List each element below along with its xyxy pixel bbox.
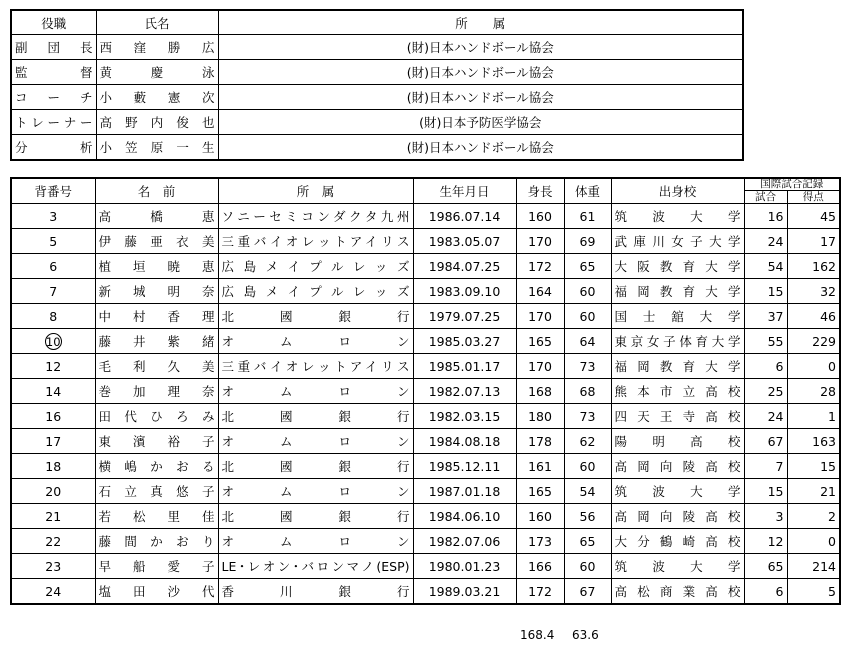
player-row: [11, 204, 840, 229]
player-goals: 28: [787, 379, 840, 404]
player-row: [11, 529, 840, 554]
player-school: 東京女子体育大学: [611, 329, 744, 354]
player-weight: 64: [564, 329, 611, 354]
player-number: [11, 229, 95, 254]
player-name: 伊藤亜衣美: [95, 229, 218, 254]
player-row: [11, 479, 840, 504]
staff-name: 小笠原一生: [96, 135, 218, 161]
player-name: 植垣暁恵: [95, 254, 218, 279]
player-goals: 5: [787, 579, 840, 605]
player-weight: 67: [564, 579, 611, 605]
player-birthdate: 1986.07.14: [413, 204, 516, 229]
staff-header-affiliation: 所 属: [218, 10, 743, 35]
staff-row: [11, 135, 743, 161]
staff-name: 小藪憲次: [96, 85, 218, 110]
player-weight: 73: [564, 404, 611, 429]
player-weight: 60: [564, 454, 611, 479]
player-school: 筑波大学: [611, 479, 744, 504]
header-weight: 体重: [564, 178, 611, 204]
player-birthdate: 1985.01.17: [413, 354, 516, 379]
player-name: 高橋恵: [95, 204, 218, 229]
staff-row: [11, 85, 743, 110]
player-row: [11, 354, 840, 379]
player-height: 166: [516, 554, 564, 579]
player-school: 高岡向陵高校: [611, 454, 744, 479]
player-height: 168: [516, 379, 564, 404]
player-number-value: 14: [45, 383, 62, 399]
player-club: 三重バイオレットアイリス: [218, 229, 413, 254]
player-games: 37: [744, 304, 787, 329]
player-goals: 45: [787, 204, 840, 229]
player-club: LE･レオン･バロンマノ(ESP): [218, 554, 413, 579]
player-number: [11, 554, 95, 579]
staff-row: [11, 35, 743, 60]
staff-affiliation: (財)日本ハンドボール協会: [218, 35, 743, 60]
staff-name: 高野内俊也: [96, 110, 218, 135]
player-goals: 2: [787, 504, 840, 529]
player-goals: 229: [787, 329, 840, 354]
staff-header-name: 氏名: [96, 10, 218, 35]
player-club: 三重バイオレットアイリス: [218, 354, 413, 379]
player-club: 北國銀行: [218, 454, 413, 479]
player-club: 北國銀行: [218, 504, 413, 529]
player-weight: 60: [564, 554, 611, 579]
player-row: [11, 554, 840, 579]
player-games: 12: [744, 529, 787, 554]
player-number: [11, 254, 95, 279]
player-number-value: 12: [45, 358, 62, 374]
player-games: 15: [744, 479, 787, 504]
staff-header-row: [11, 10, 743, 35]
staff-table: [10, 9, 744, 161]
player-number-value: 17: [45, 433, 62, 449]
player-number-value: 3: [49, 208, 58, 224]
player-row: [11, 379, 840, 404]
player-birthdate: 1984.06.10: [413, 504, 516, 529]
player-row: [11, 329, 840, 354]
player-row: [11, 429, 840, 454]
player-games: 54: [744, 254, 787, 279]
player-number: [11, 404, 95, 429]
player-name: 中村香理: [95, 304, 218, 329]
player-name: 田代ひろみ: [95, 404, 218, 429]
staff-affiliation: (財)日本ハンドボール協会: [218, 85, 743, 110]
player-row: [11, 279, 840, 304]
player-goals: 162: [787, 254, 840, 279]
player-games: 6: [744, 354, 787, 379]
player-games: 6: [744, 579, 787, 605]
player-birthdate: 1989.03.21: [413, 579, 516, 605]
player-goals: 0: [787, 529, 840, 554]
player-row: [11, 404, 840, 429]
player-goals: 32: [787, 279, 840, 304]
player-number: [11, 479, 95, 504]
player-number: [11, 204, 95, 229]
player-number-value: 18: [45, 458, 62, 474]
player-birthdate: 1985.03.27: [413, 329, 516, 354]
player-weight: 60: [564, 304, 611, 329]
player-height: 170: [516, 304, 564, 329]
player-height: 170: [516, 354, 564, 379]
header-birthdate: 生年月日: [413, 178, 516, 204]
player-games: 24: [744, 404, 787, 429]
average-height: 168.4: [520, 628, 555, 642]
staff-role: トレーナー: [11, 110, 96, 135]
player-height: 173: [516, 529, 564, 554]
player-height: 170: [516, 229, 564, 254]
player-school: 国士舘大学: [611, 304, 744, 329]
player-name: 塩田沙代: [95, 579, 218, 605]
player-birthdate: 1984.07.25: [413, 254, 516, 279]
player-height: 165: [516, 479, 564, 504]
player-birthdate: 1982.03.15: [413, 404, 516, 429]
player-row: [11, 579, 840, 605]
player-club: ソニーセミコンダクタ九州: [218, 204, 413, 229]
player-number-value: 8: [49, 308, 58, 324]
staff-affiliation: (財)日本ハンドボール協会: [218, 60, 743, 85]
player-school: 四天王寺高校: [611, 404, 744, 429]
player-weight: 65: [564, 529, 611, 554]
player-goals: 17: [787, 229, 840, 254]
player-height: 180: [516, 404, 564, 429]
player-name: 藤間かおり: [95, 529, 218, 554]
player-birthdate: 1985.12.11: [413, 454, 516, 479]
player-number: [11, 454, 95, 479]
player-goals: 15: [787, 454, 840, 479]
header-club: 所 属: [218, 178, 413, 204]
player-weight: 61: [564, 204, 611, 229]
player-number-value: 24: [45, 583, 62, 599]
staff-name: 西窪勝広: [96, 35, 218, 60]
player-weight: 65: [564, 254, 611, 279]
player-club: オムロン: [218, 529, 413, 554]
player-school: 熊本市立高校: [611, 379, 744, 404]
player-table: [10, 177, 841, 605]
staff-row: [11, 60, 743, 85]
player-name: 早船愛子: [95, 554, 218, 579]
player-games: 25: [744, 379, 787, 404]
player-row: [11, 254, 840, 279]
header-games: 試合: [744, 191, 787, 204]
player-number: [11, 429, 95, 454]
player-weight: 62: [564, 429, 611, 454]
player-school: 武庫川女子大学: [611, 229, 744, 254]
staff-role: コーチ: [11, 85, 96, 110]
player-name: 巻加理奈: [95, 379, 218, 404]
player-height: 160: [516, 504, 564, 529]
player-number: [11, 529, 95, 554]
player-games: 7: [744, 454, 787, 479]
player-games: 55: [744, 329, 787, 354]
player-school: 陽明高校: [611, 429, 744, 454]
player-number-value: 23: [45, 558, 62, 574]
player-height: 172: [516, 254, 564, 279]
staff-affiliation: (財)日本予防医学協会: [218, 110, 743, 135]
player-height: 172: [516, 579, 564, 605]
player-name: 東濱裕子: [95, 429, 218, 454]
player-row: [11, 454, 840, 479]
player-header-row: [11, 178, 840, 191]
player-birthdate: 1982.07.06: [413, 529, 516, 554]
player-club: 北國銀行: [218, 404, 413, 429]
player-games: 16: [744, 204, 787, 229]
player-number: [11, 379, 95, 404]
player-birthdate: 1983.05.07: [413, 229, 516, 254]
player-club: オムロン: [218, 429, 413, 454]
header-goals: 得点: [787, 191, 840, 204]
header-height: 身長: [516, 178, 564, 204]
player-games: 3: [744, 504, 787, 529]
player-goals: 21: [787, 479, 840, 504]
player-number: [11, 354, 95, 379]
player-games: 65: [744, 554, 787, 579]
player-birthdate: 1984.08.18: [413, 429, 516, 454]
player-school: 福岡教育大学: [611, 354, 744, 379]
player-birthdate: 1983.09.10: [413, 279, 516, 304]
player-club: オムロン: [218, 479, 413, 504]
player-club: 香川銀行: [218, 579, 413, 605]
player-height: 178: [516, 429, 564, 454]
player-height: 164: [516, 279, 564, 304]
player-games: 67: [744, 429, 787, 454]
player-school: 筑波大学: [611, 204, 744, 229]
player-name: 横嶋かおる: [95, 454, 218, 479]
player-school: 大分鶴崎高校: [611, 529, 744, 554]
captain-number: 10: [45, 334, 61, 349]
player-school: 大阪教育大学: [611, 254, 744, 279]
player-name: 石立真悠子: [95, 479, 218, 504]
player-birthdate: 1982.07.13: [413, 379, 516, 404]
player-club: オムロン: [218, 379, 413, 404]
player-birthdate: 1987.01.18: [413, 479, 516, 504]
player-height: 165: [516, 329, 564, 354]
average-weight: 63.6: [572, 628, 599, 642]
staff-header-role: 役職: [11, 10, 96, 35]
player-club: 広島メイプルレッズ: [218, 279, 413, 304]
staff-role: 分析: [11, 135, 96, 161]
player-number-value: 5: [49, 233, 58, 249]
staff-name: 黄慶泳: [96, 60, 218, 85]
player-number: [11, 504, 95, 529]
player-school: 高岡向陵高校: [611, 504, 744, 529]
player-school: 高松商業高校: [611, 579, 744, 605]
player-name: 新城明奈: [95, 279, 218, 304]
player-weight: 69: [564, 229, 611, 254]
player-name: 毛利久美: [95, 354, 218, 379]
player-number: [11, 279, 95, 304]
player-number-value: 16: [45, 408, 62, 424]
player-goals: 46: [787, 304, 840, 329]
player-games: 15: [744, 279, 787, 304]
player-games: 24: [744, 229, 787, 254]
player-school: 福岡教育大学: [611, 279, 744, 304]
staff-affiliation: (財)日本ハンドボール協会: [218, 135, 743, 161]
player-height: 161: [516, 454, 564, 479]
player-goals: 163: [787, 429, 840, 454]
player-number-value: 7: [49, 283, 58, 299]
player-goals: 214: [787, 554, 840, 579]
staff-row: [11, 110, 743, 135]
player-goals: 0: [787, 354, 840, 379]
player-weight: 54: [564, 479, 611, 504]
player-number-value: 21: [45, 508, 62, 524]
player-weight: 73: [564, 354, 611, 379]
player-birthdate: 1980.01.23: [413, 554, 516, 579]
player-weight: 56: [564, 504, 611, 529]
header-name: 名 前: [95, 178, 218, 204]
player-club: 広島メイプルレッズ: [218, 254, 413, 279]
header-school: 出身校: [611, 178, 744, 204]
staff-role: 監督: [11, 60, 96, 85]
player-height: 160: [516, 204, 564, 229]
player-school: 筑波大学: [611, 554, 744, 579]
player-club: 北國銀行: [218, 304, 413, 329]
player-number: [11, 579, 95, 605]
player-weight: 68: [564, 379, 611, 404]
player-row: [11, 304, 840, 329]
player-weight: 60: [564, 279, 611, 304]
player-name: 藤井紫緒: [95, 329, 218, 354]
player-club: オムロン: [218, 329, 413, 354]
player-number: [11, 304, 95, 329]
player-row: [11, 504, 840, 529]
player-row: [11, 229, 840, 254]
header-number: 背番号: [11, 178, 95, 204]
header-international-record: 国際試合記録: [744, 178, 840, 191]
player-number: [11, 329, 95, 354]
staff-role: 副団長: [11, 35, 96, 60]
player-number-value: 20: [45, 483, 62, 499]
player-name: 若松里佳: [95, 504, 218, 529]
player-birthdate: 1979.07.25: [413, 304, 516, 329]
player-goals: 1: [787, 404, 840, 429]
player-number-value: 22: [45, 533, 62, 549]
player-number-value: 6: [49, 258, 58, 274]
